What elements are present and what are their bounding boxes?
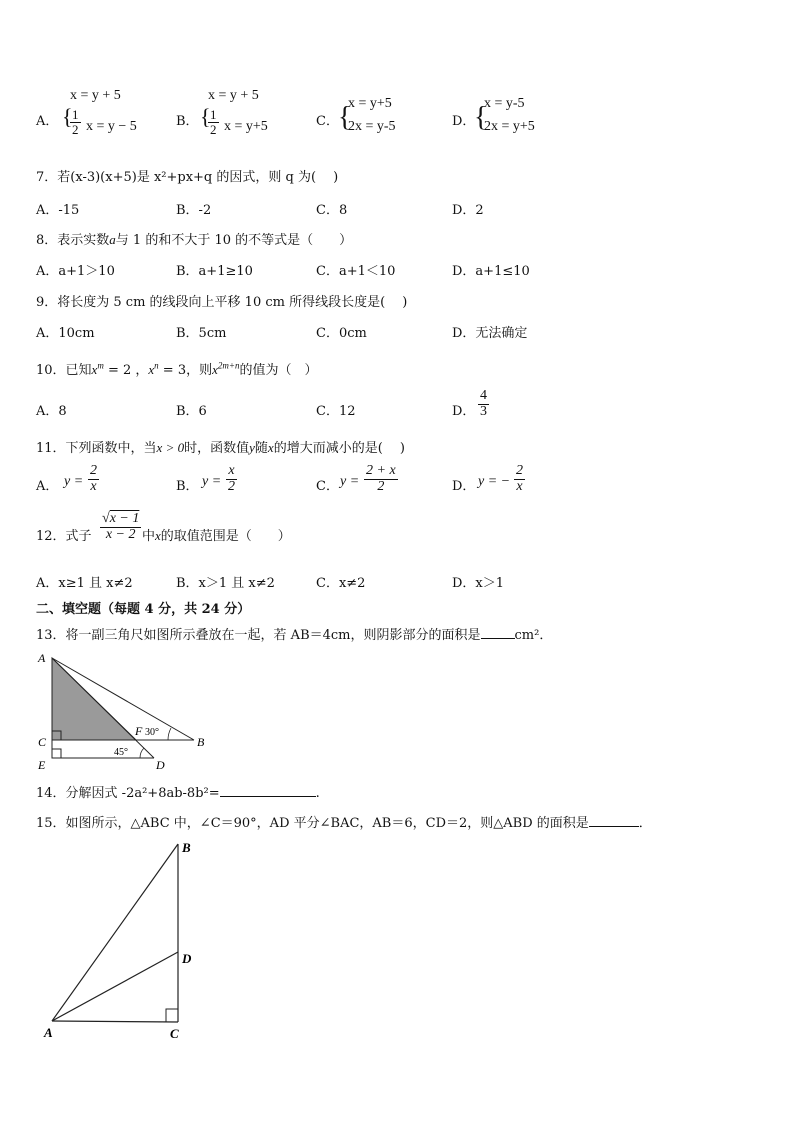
q10-option-a: A．8	[36, 404, 67, 419]
q13-label-30: 30°	[145, 727, 159, 738]
q10-option-b: B．6	[176, 404, 207, 419]
q13-label-a: A	[38, 651, 46, 665]
q15-stem: 15．如图所示，△ABC 中，∠C＝90°，AD 平分∠BAC，AB＝6，CD＝2，则△ABD 的面积是 ．	[36, 816, 652, 831]
q13-label-45: 45°	[114, 747, 128, 758]
q12-option-a: A．x≥1 且 x≠2	[36, 576, 133, 591]
q6-a-label: A．	[36, 114, 59, 129]
q6-d-brace: {	[474, 102, 488, 133]
q10-option-c: C．12	[316, 404, 356, 419]
q6-b-fraction: $\frac{1}{2}$	[210, 107, 217, 137]
q12-option-d: D．x＞1	[452, 576, 505, 591]
q13-label-c: C	[38, 735, 47, 749]
q13-label-f: F	[135, 724, 143, 738]
q9-option-c: C．0cm	[316, 326, 367, 341]
q7-option-d: D．2	[452, 203, 484, 218]
q6-a-line1: x = y + 5	[70, 88, 121, 103]
q15-side-ac	[52, 1021, 178, 1022]
q8-option-a: A．a+1＞10	[36, 264, 115, 279]
q12-option-b: B．x＞1 且 x≠2	[176, 576, 275, 591]
q10-d-fraction: $\frac{4}{3}$	[480, 388, 487, 419]
q7-option-c: C．8	[316, 203, 348, 218]
q6-a-fraction: $\frac{1}{2}$	[72, 107, 79, 137]
q6-a-line2: x = y − 5	[86, 119, 137, 134]
q15-answer-blank[interactable]	[589, 826, 639, 827]
q6-b-label: B．	[176, 114, 199, 129]
q6-a-brace: {	[62, 104, 73, 129]
q8-stem: 8．表示实数a与 1 的和不大于 10 的不等式是（ ）	[36, 232, 353, 248]
q6-b-line1: x = y + 5	[208, 88, 259, 103]
q7-option-b: B．-2	[176, 203, 212, 218]
q14-answer-blank[interactable]	[220, 796, 316, 797]
q13-angle-arc-30	[168, 728, 171, 740]
q12-option-c: C．x≠2	[316, 576, 366, 591]
q13-answer-blank[interactable]	[481, 638, 515, 639]
q6-d-line2: 2x = y+5	[484, 119, 535, 134]
q8-option-d: D．a+1≤10	[452, 264, 530, 279]
q15-side-ab	[52, 844, 178, 1021]
q14-stem: 14．分解因式 -2a²+8ab-8b²= .	[36, 786, 320, 801]
q9-option-a: A．10cm	[36, 326, 95, 341]
q7-stem: 7．若(x-3)(x+5)是 x²+px+q 的因式，则 q 为( )	[36, 170, 339, 185]
q6-c-brace: {	[338, 102, 352, 133]
q13-label-b: B	[197, 735, 205, 749]
q13-label-d: D	[156, 758, 165, 772]
q15-label-b: B	[182, 840, 191, 855]
q6-d-line1: x = y-5	[484, 96, 525, 111]
q15-right-angle-c	[166, 1009, 178, 1022]
q6-c-label: C．	[316, 114, 339, 129]
q6-c-line2: 2x = y-5	[348, 119, 396, 134]
q15-label-a: A	[44, 1025, 53, 1040]
section-heading: 二、填空题（每题 4 分，共 24 分）	[36, 602, 251, 617]
q11-stem: 11．下列函数中，当x > 0时，函数值y随x的增大而减小的是( )	[36, 440, 405, 456]
q13-right-angle-e	[52, 749, 61, 758]
q12-fraction: $\frac{√x - 1}{x - 2}$	[102, 511, 140, 542]
q6-b-brace: {	[200, 104, 211, 129]
q15-figure	[40, 836, 210, 1046]
q9-stem: 9．将长度为 5 cm 的线段向上平移 10 cm 所得线段长度是( )	[36, 295, 408, 310]
q6-b-line2: x = y+5	[224, 119, 268, 134]
q8-option-b: B．a+1≥10	[176, 264, 253, 279]
q13-label-e: E	[38, 758, 46, 772]
q13-angle-arc-45	[140, 748, 144, 758]
q6-c-line1: x = y+5	[348, 96, 392, 111]
q13-figure	[34, 648, 214, 773]
q8-option-c: C．a+1＜10	[316, 264, 396, 279]
q10-stem: 10．已知$x^m = 2$ ，$x^n = 3$，则$x^{2m+n}$的值为（ ）	[36, 360, 318, 378]
q15-label-c: C	[170, 1026, 179, 1041]
q6-d-label: D．	[452, 114, 476, 129]
q15-label-d: D	[182, 951, 192, 966]
q7-option-a: A．-15	[36, 203, 80, 218]
q9-option-d: D．无法确定	[452, 326, 528, 341]
q9-option-b: B．5cm	[176, 326, 227, 341]
q13-stem: 13．将一副三角尺如图所示叠放在一起，若 AB＝4cm，则阴影部分的面积是 cm²．	[36, 628, 553, 643]
q15-bisector-ad	[52, 952, 178, 1021]
